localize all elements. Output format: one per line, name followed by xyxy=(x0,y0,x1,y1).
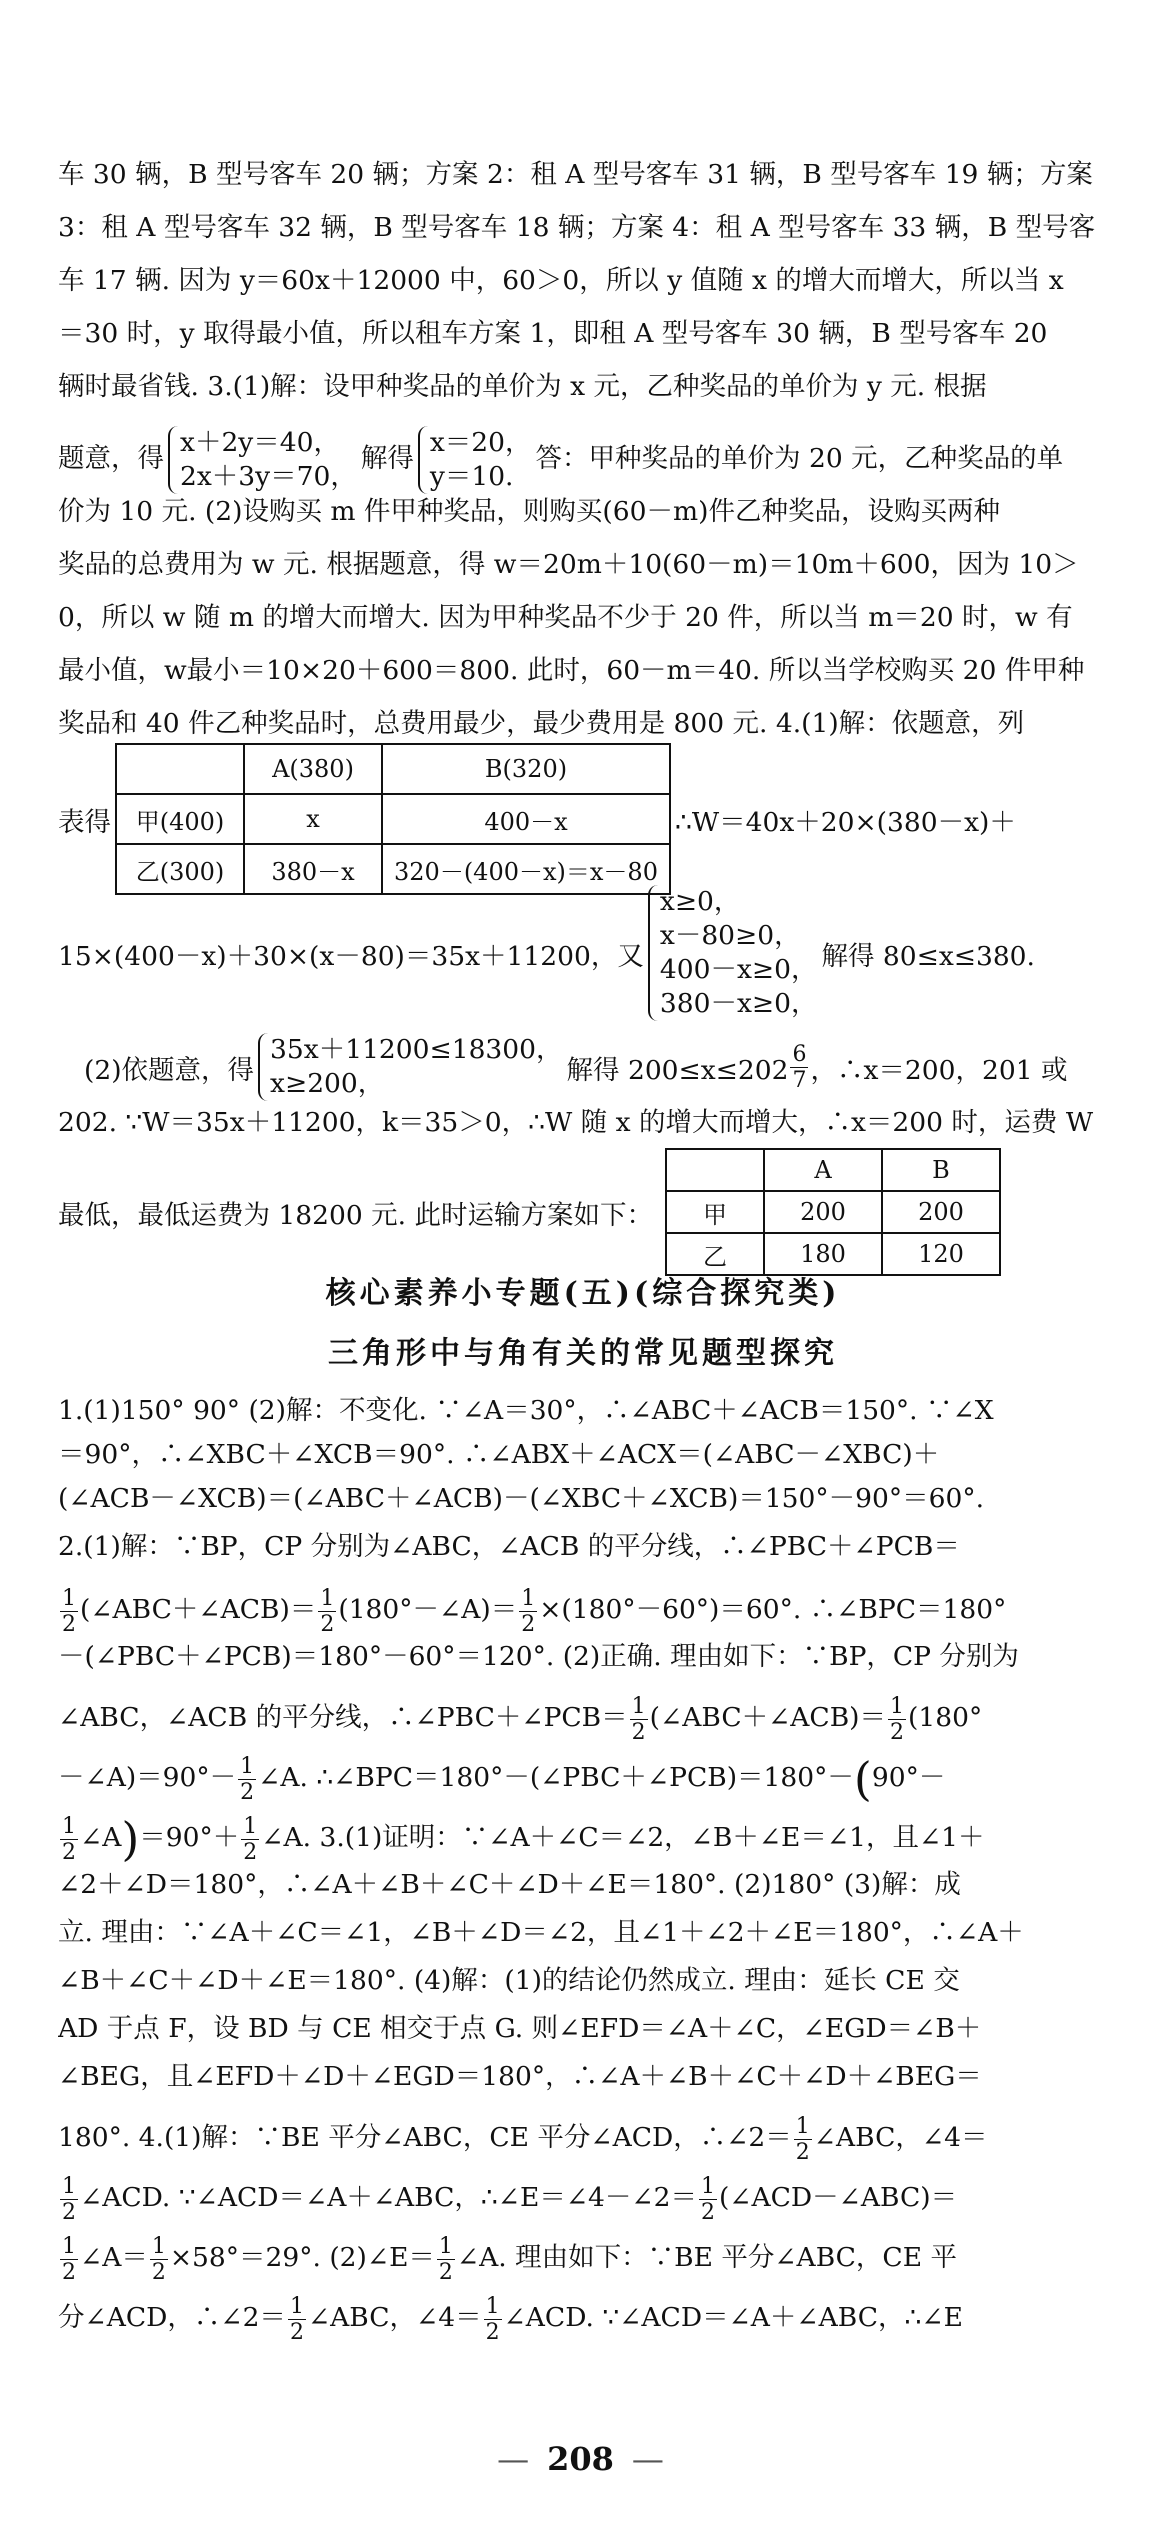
table-row: 甲(400) x 400－x xyxy=(116,794,670,844)
transport-table xyxy=(115,743,671,895)
text-line-fractions: 分∠ACD，∴∠2＝ $\frac{1}{2}$ ∠ABC，∠4＝ $\frac{1}{2}$ ∠ACD. ∵∠ACD＝∠A＋∠ABC，∴∠E xyxy=(58,2293,963,2345)
answer-text xyxy=(58,158,1108,2348)
inequality-system: x≥0， x－80≥0， 400－x≥0， 380－x≥0， xyxy=(648,885,818,1021)
text-line: 最小值，w最小＝10×20＋600＝800. 此时，60－m＝40. 所以当学校购买 20 件甲种 xyxy=(58,655,1085,686)
text-line-fractions: $\frac{1}{2}$ (∠ABC＋∠ACB)＝ $\frac{1}{2}$ (180°－∠A)＝ $\frac{1}{2}$ ×(180°－60°)＝60°. ∴∠BPC＝180° xyxy=(62,1585,1007,1637)
text-line: (∠ACB－∠XCB)＝(∠ABC＋∠ACB)－(∠XBC＋∠XCB)＝150°－90°＝60°. xyxy=(58,1483,985,1514)
page-number: 208 xyxy=(547,2440,614,2478)
text-line: 3：租 A 型号客车 32 辆，B 型号客车 18 辆；方案 4：租 A 型号客车 33 辆，B 型号客 xyxy=(58,212,1096,243)
table-header-row: A B xyxy=(666,1149,1000,1191)
text-line: 奖品和 40 件乙种奖品时，总费用最少，最少费用是 800 元. 4.(1)解：依题意，列 xyxy=(58,708,1025,739)
table-row-line: 表得 A(380) B(320) 甲(400) x 400－x 乙(300) 380－x 320－(400－x)＝x－80 ∴W＝40x＋20×(380－x)＋ xyxy=(58,760,1108,878)
solution-system: x＝20， y＝10. xyxy=(418,426,532,494)
text-line-fractions: ∠ABC，∠ACB 的平分线，∴∠PBC＋∠PCB＝ $\frac{1}{2}$ (∠ABC＋∠ACB)＝ $\frac{1}{2}$ (180° xyxy=(58,1693,983,1745)
text-line: 1.(1)150° 90° (2)解：不变化. ∵∠A＝30°，∴∠ABC＋∠ACB＝150°. ∵∠X xyxy=(58,1395,994,1426)
text-line: ∠2＋∠D＝180°，∴∠A＋∠B＋∠C＋∠D＋∠E＝180°. (2)180° (3)解：成 xyxy=(58,1869,961,1900)
page-footer: — 208 — xyxy=(497,2440,664,2478)
text-line: 车 17 辆. 因为 y＝60x＋12000 中，60＞0，所以 y 值随 x 的增大而增大，所以当 x xyxy=(58,265,1064,296)
text-line-inequalities: 15×(400－x)＋30×(x－80)＝35x＋11200，又 x≥0， x－80≥0， 400－x≥0， 380－x≥0， 解得 80≤x≤380. xyxy=(58,886,1035,1019)
text-line: ＝30 时，y 取得最小值，所以租车方案 1，即租 A 型号客车 30 辆，B 型号客车 20 xyxy=(58,318,1048,349)
text-line-fractions: $\frac{1}{2}$ ∠A＝ $\frac{1}{2}$ ×58°＝29°. (2)∠E＝ $\frac{1}{2}$ ∠A. 理由如下：∵BE 平分∠ABC，CE 平 xyxy=(62,2233,957,2285)
section-heading: 核心素养小专题(五)(综合探究类) xyxy=(325,1276,841,1311)
scheme-table xyxy=(665,1148,1001,1276)
table-header-row: A(380) B(320) xyxy=(116,744,670,794)
text-line: 辆时最省钱. 3.(1)解：设甲种奖品的单价为 x 元，乙种奖品的单价为 y 元. 根据 xyxy=(58,371,987,402)
table-row: 甲 200 200 xyxy=(666,1191,1000,1233)
section-subheading: 三角形中与角有关的常见题型探究 xyxy=(328,1336,838,1371)
text-line: －(∠PBC＋∠PCB)＝180°－60°＝120°. (2)正确. 理由如下：∵BP，CP 分别为 xyxy=(58,1641,1019,1672)
text-line: AD 于点 F，设 BD 与 CE 相交于点 G. 则∠EFD＝∠A＋∠C，∠EGD＝∠B＋ xyxy=(58,2013,982,2044)
text-line: 车 30 辆，B 型号客车 20 辆；方案 2：租 A 型号客车 31 辆，B 型号客车 19 辆；方案 xyxy=(58,159,1093,190)
text-line: 立. 理由：∵∠A＋∠C＝∠1，∠B＋∠D＝∠2，且∠1＋∠2＋∠E＝180°，∴∠A＋ xyxy=(58,1917,1024,1948)
text-line: ∠BEG，且∠EFD＋∠D＋∠EGD＝180°，∴∠A＋∠B＋∠C＋∠D＋∠BEG＝ xyxy=(58,2061,982,2092)
text-line-inequalities-2: (2)依题意，得 35x＋11200≤18300， x≥200， 解得 200≤x≤202 $\frac{6}{7}$ ，∴x＝200，201 或 xyxy=(84,1034,1068,1099)
text-line-fractions: 180°. 4.(1)解：∵BE 平分∠ABC，CE 平分∠ACD，∴∠2＝ $\frac{1}{2}$ ∠ABC，∠4＝ xyxy=(58,2113,988,2165)
inequality-system: 35x＋11200≤18300， x≥200， xyxy=(258,1033,562,1101)
text-line: ＝90°，∴∠XBC＋∠XCB＝90°. ∴∠ABX＋∠ACX＝(∠ABC－∠XBC)＋ xyxy=(58,1439,940,1470)
text-line: 0，所以 w 随 m 的增大而增大. 因为甲种奖品不少于 20 件，所以当 m＝20 时，w 有 xyxy=(58,602,1073,633)
text-line: 奖品的总费用为 w 元. 根据题意，得 w＝20m＋10(60－m)＝10m＋600，因为 10＞ xyxy=(58,549,1079,580)
text-line: 202. ∵W＝35x＋11200，k＝35＞0，∴W 随 x 的增大而增大，∴x＝200 时，运费 W xyxy=(58,1107,1094,1138)
scheme-line: 最低，最低运费为 18200 元. 此时运输方案如下： A B 甲 200 200 乙 180 120 xyxy=(58,1156,1108,1268)
text-line-fractions: $\frac{1}{2}$ ∠A)＝90°＋ $\frac{1}{2}$ ∠A. 3.(1)证明：∵∠A＋∠C＝∠2，∠B＋∠E＝∠1，且∠1＋ xyxy=(62,1812,985,1866)
text-line-fractions: $\frac{1}{2}$ ∠ACD. ∵∠ACD＝∠A＋∠ABC，∴∠E＝∠4－∠2＝ $\frac{1}{2}$ (∠ACD－∠ABC)＝ xyxy=(62,2173,958,2225)
text-line-fractions: －∠A)＝90°－ $\frac{1}{2}$ ∠A. ∴∠BPC＝180°－(∠PBC＋∠PCB)＝180°－(90°－ xyxy=(58,1752,946,1806)
text-line: 价为 10 元. (2)设购买 m 件甲种奖品，则购买(60－m)件乙种奖品，设购买两种 xyxy=(58,496,1000,527)
text-line: 2.(1)解：∵BP，CP 分别为∠ABC，∠ACB 的平分线，∴∠PBC＋∠PCB＝ xyxy=(58,1531,960,1562)
text-line: ∠B＋∠C＋∠D＋∠E＝180°. (4)解：(1)的结论仍然成立. 理由：延长 CE 交 xyxy=(58,1965,960,1996)
table-row: 乙(300) 380－x 320－(400－x)＝x－80 xyxy=(116,844,670,894)
fraction: $\frac{6}{7}$ xyxy=(792,1041,807,1093)
equation-system: x＋2y＝40， 2x＋3y＝70， xyxy=(168,426,357,494)
table-row: 乙 180 120 xyxy=(666,1233,1000,1275)
text-line-equations: 题意，得 x＋2y＝40， 2x＋3y＝70， 解得 x＝20， y＝10. 答：甲种奖品的单价为 20 元，乙种奖品的单 xyxy=(58,427,1064,492)
